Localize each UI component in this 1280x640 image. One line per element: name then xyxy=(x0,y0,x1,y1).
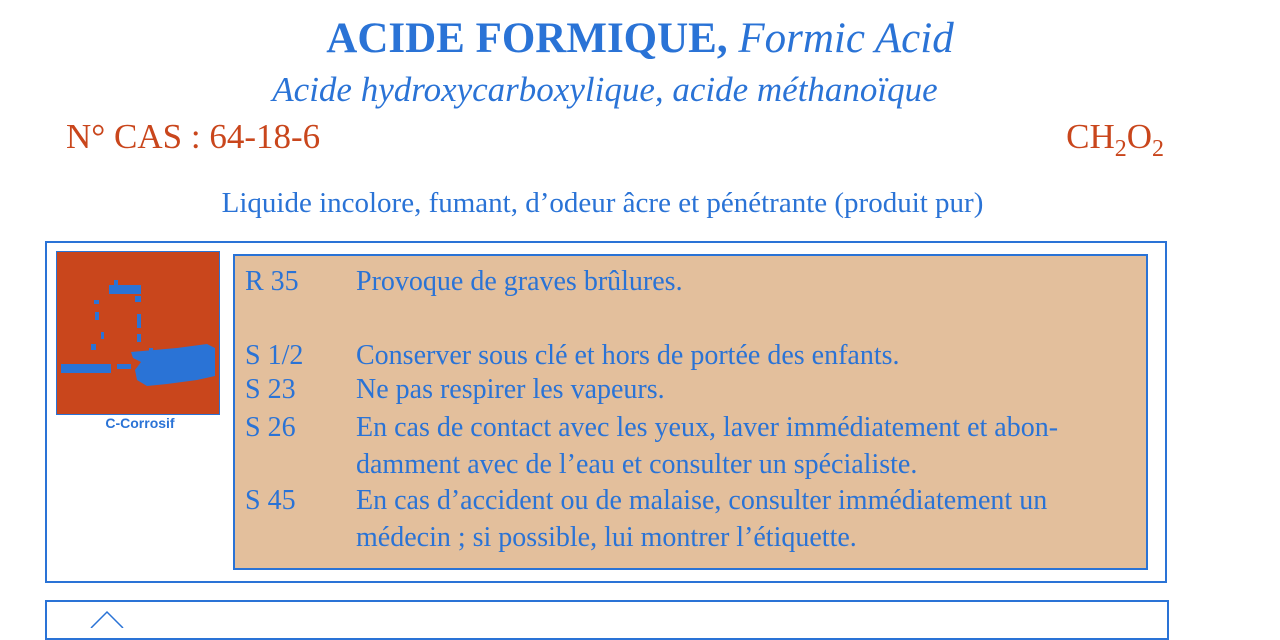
phrase-text: Ne pas respirer les vapeurs. xyxy=(356,374,665,405)
page-title xyxy=(0,14,1280,64)
triangle-warning-icon xyxy=(87,608,127,628)
next-section-box xyxy=(45,600,1169,640)
title-english: Formic Acid xyxy=(738,15,954,62)
risk-safety-phrases xyxy=(233,254,1148,570)
phrase-text: Provoque de graves brûlures. xyxy=(356,266,683,297)
title-french: ACIDE FORMIQUE, xyxy=(326,15,728,62)
phrase-code: S 1/2 xyxy=(245,340,304,371)
synonyms: Acide hydroxycarboxylique, acide méthanoïque xyxy=(272,70,938,109)
phrase-code: R 35 xyxy=(245,266,299,297)
formula-ch: CH xyxy=(1066,117,1115,156)
chemical-formula xyxy=(1066,116,1164,162)
formula-h-subscript: 2 xyxy=(1114,136,1127,162)
product-description: Liquide incolore, fumant, d’odeur âcre et pénétrante (produit pur) xyxy=(221,187,984,219)
corrosive-icon xyxy=(57,252,219,414)
formula-o-subscript: 2 xyxy=(1152,136,1164,162)
phrase-code: S 23 xyxy=(245,374,296,405)
phrase-code: S 45 xyxy=(245,485,296,516)
formula-o: O xyxy=(1126,117,1152,156)
pictogram-label: C-Corrosif xyxy=(105,415,175,431)
phrase-text: Conserver sous clé et hors de portée des enfants. xyxy=(356,340,900,371)
phrase-text: médecin ; si possible, lui montrer l’étiquette. xyxy=(356,522,857,553)
phrase-text: En cas d’accident ou de malaise, consulter immédiatement un xyxy=(356,485,1048,516)
phrase-text: En cas de contact avec les yeux, laver immédiatement et abon- xyxy=(356,412,1059,443)
phrase-text: damment avec de l’eau et consulter un spécialiste. xyxy=(356,449,918,480)
phrase-code: S 26 xyxy=(245,412,296,443)
corrosive-pictogram xyxy=(56,251,220,415)
cas-number: N° CAS : 64-18-6 xyxy=(66,117,321,156)
